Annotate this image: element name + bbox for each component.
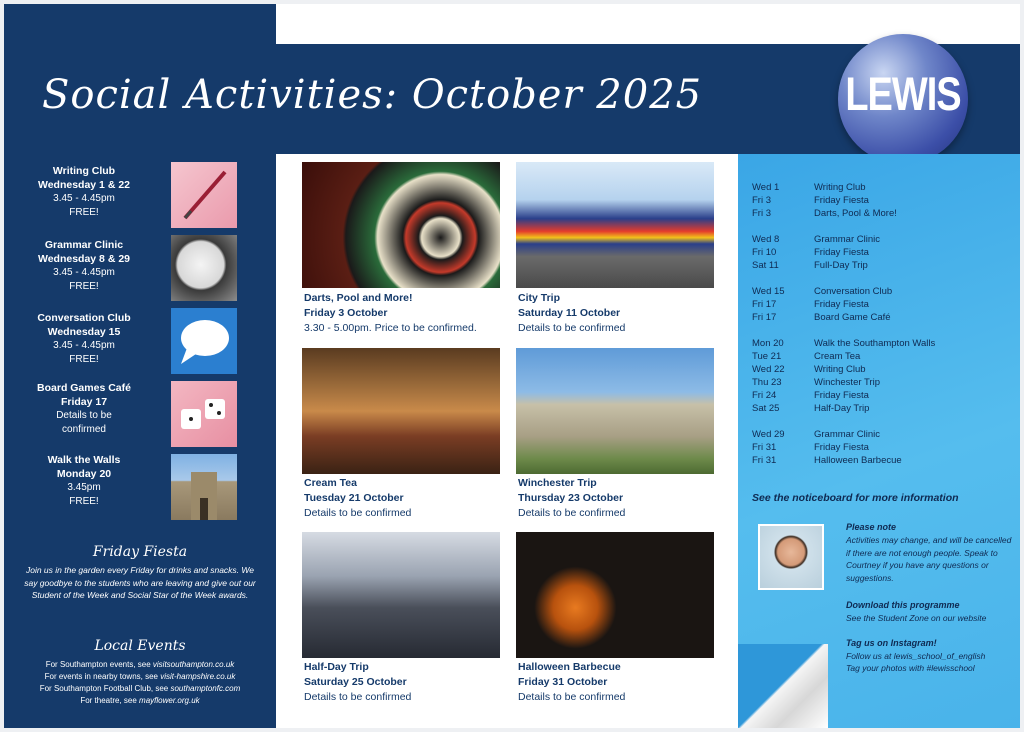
magnifier-icon [171,235,237,301]
club-note: FREE! [69,496,99,507]
event-title: Winchester Trip [518,477,597,489]
local-event-prefix: For theatre, see [80,696,140,705]
event-title: Half-Day Trip [304,661,369,673]
event-date: Friday 3 October [304,307,388,319]
schedule-day: Fri 31 [752,455,777,466]
download-title: Download this programme [846,600,960,610]
local-events-title: Local Events [94,638,186,654]
event-date: Saturday 25 October [304,676,407,688]
schedule-event: Winchester Trip [814,377,880,388]
event-detail: Details to be confirmed [304,691,412,703]
schedule-day: Fri 24 [752,390,777,401]
event-half-day-trip [304,660,514,705]
schedule-event: Grammar Clinic [814,234,880,245]
instagram-title: Tag us on Instagram! [846,638,937,648]
event-detail: Details to be confirmed [518,322,626,334]
local-event-line [4,684,276,693]
event-date: Saturday 11 October [518,307,621,319]
halloween-photo [516,532,714,658]
please-note-text: Activities may change, and will be cancelled if there are not enough people. Speak to Courtney if you have any questions or suggestions. [846,535,1012,583]
event-date: Friday 31 October [518,676,608,688]
schedule-event: Half-Day Trip [814,403,870,414]
local-event-prefix: For Southampton events, see [45,660,153,669]
half-day-trip-photo [302,532,500,658]
schedule-event: Friday Fiesta [814,390,869,401]
event-title: City Trip [518,292,561,304]
event-winchester [518,476,728,521]
schedule-event: Cream Tea [814,351,861,362]
event-detail: Details to be confirmed [518,691,626,703]
club-when: Wednesday 15 [47,326,121,338]
club-writing [4,164,164,220]
schedule-event: Friday Fiesta [814,195,869,206]
activities-flyer [4,4,1020,728]
schedule-day: Fri 17 [752,299,777,310]
event-title: Halloween Barbecue [518,661,621,673]
schedule-day: Wed 22 [752,364,785,375]
courtney-photo [758,524,824,590]
schedule-day: Fri 10 [752,247,777,258]
club-when: Monday 20 [56,468,112,480]
schedule-event: Walk the Southampton Walls [814,338,936,349]
club-time: 3.45pm [67,482,101,493]
page-curl [738,644,828,728]
local-event-link[interactable]: southamptonfc.com [170,684,241,693]
club-name: Board Games Café [37,382,131,394]
event-title: Cream Tea [304,477,357,489]
schedule-event: Writing Club [814,182,866,193]
club-name: Conversation Club [37,312,131,324]
schedule-event: Halloween Barbecue [814,455,902,466]
local-event-line [4,672,276,681]
club-time: 3.45 - 4.45pm [53,267,115,278]
friday-fiesta-text: Join us in the garden every Friday for drinks and snacks. We say goodbye to the students who are leaving and give out our Student of the Week and Social Star of the Week awards. [24,565,256,600]
lewis-logo [838,34,968,164]
schedule-event: Friday Fiesta [814,442,869,453]
schedule-day: Sat 11 [752,260,779,271]
local-event-link[interactable]: mayflower.org.uk [139,696,200,705]
schedule-day: Mon 20 [752,338,784,349]
club-note: FREE! [69,354,99,365]
friday-fiesta-title: Friday Fiesta [92,544,188,560]
page-title: Social Activities: October 2025 [42,72,703,118]
schedule-day: Tue 21 [752,351,782,362]
club-grammar [4,238,164,294]
schedule-day: Fri 17 [752,312,777,323]
schedule-day: Wed 15 [752,286,785,297]
logo-text: LEWIS [845,68,961,122]
schedule-event: Full-Day Trip [814,260,868,271]
club-walk-walls [4,453,164,509]
club-when: Wednesday 1 & 22 [37,179,130,191]
event-city-trip [518,291,728,336]
local-event-prefix: For Southampton Football Club, see [39,684,171,693]
club-note: confirmed [62,424,106,435]
club-time: Details to be [56,410,112,421]
club-note: FREE! [69,281,99,292]
speech-bubble-icon [171,308,237,374]
please-note-title: Please note [846,522,897,532]
event-halloween [518,660,728,705]
club-name: Writing Club [52,165,116,177]
download-text: See the Student Zone on our website [846,613,987,623]
schedule-day: Sat 25 [752,403,780,414]
schedule-event: Grammar Clinic [814,429,880,440]
event-detail: 3.30 - 5.00pm. Price to be confirmed. [304,322,477,334]
event-cream-tea [304,476,514,521]
club-note: FREE! [69,207,99,218]
instagram-follow: Follow us at lewis_school_of_english [846,651,986,661]
schedule-day: Fri 3 [752,195,771,206]
event-darts [304,291,514,336]
local-event-prefix: For events in nearby towns, see [44,672,161,681]
schedule-event: Friday Fiesta [814,299,869,310]
cream-tea-photo [302,348,500,474]
schedule-event: Conversation Club [814,286,893,297]
club-conversation [4,311,164,367]
schedule-day: Wed 8 [752,234,780,245]
noticeboard-note: See the noticeboard for more information [752,492,959,504]
dice-icon [171,381,237,447]
club-name: Walk the Walls [47,454,121,466]
club-time: 3.45 - 4.45pm [53,193,115,204]
schedule-day: Wed 29 [752,429,785,440]
schedule-day: Thu 23 [752,377,782,388]
winchester-photo [516,348,714,474]
club-name: Grammar Clinic [44,239,124,251]
event-detail: Details to be confirmed [304,507,412,519]
club-when: Wednesday 8 & 29 [37,253,130,265]
club-time: 3.45 - 4.45pm [53,340,115,351]
event-date: Thursday 23 October [518,492,624,504]
local-event-link[interactable]: visit-hampshire.co.uk [160,672,236,681]
event-date: Tuesday 21 October [304,492,404,504]
header-tab [4,4,276,44]
club-when: Friday 17 [60,396,108,408]
darts-photo [302,162,500,288]
local-event-link[interactable]: visitsouthampton.co.uk [152,660,235,669]
schedule-day: Fri 3 [752,208,771,219]
schedule-day: Fri 31 [752,442,777,453]
bargate-icon [171,454,237,520]
instagram-tag: Tag your photos with #lewisschool [846,663,975,673]
schedule-event: Darts, Pool & More! [814,208,897,219]
local-event-line [4,660,276,669]
club-board-games [4,381,164,437]
schedule-event: Friday Fiesta [814,247,869,258]
local-event-line [4,696,276,705]
schedule-event: Board Game Café [814,312,891,323]
pen-icon [171,162,237,228]
event-title: Darts, Pool and More! [304,292,413,304]
train-photo [516,162,714,288]
event-detail: Details to be confirmed [518,507,626,519]
schedule-event: Writing Club [814,364,866,375]
schedule-day: Wed 1 [752,182,780,193]
